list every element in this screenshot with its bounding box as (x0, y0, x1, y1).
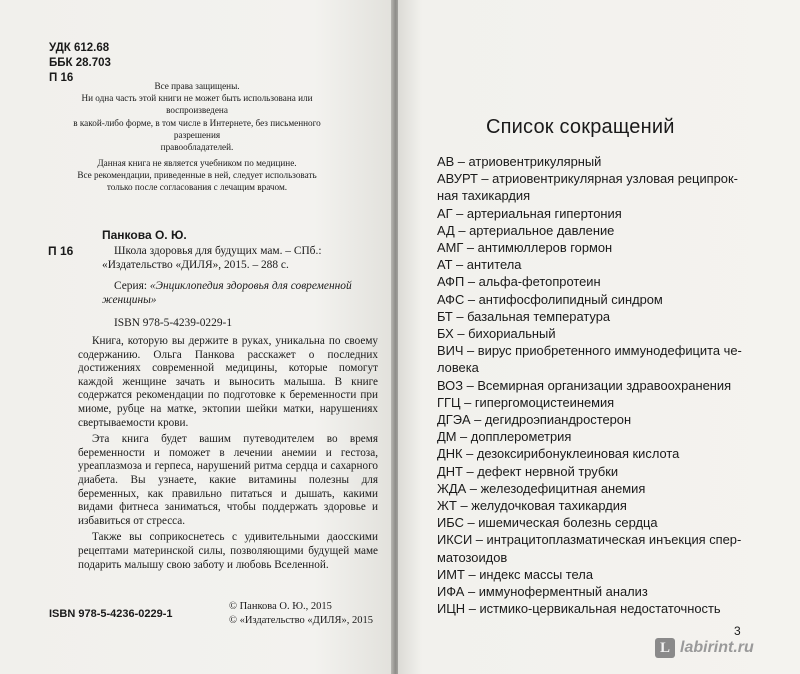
abbreviation-entry: АГ – артериальная гипертония (437, 205, 622, 221)
abbreviation-entry: ЖДА – железодефицитная анемия (437, 480, 646, 496)
series-line-2 (102, 293, 379, 307)
left-page (0, 0, 393, 674)
abbreviation-entry: ГГЦ – гипергомоцистеинемия (437, 394, 615, 410)
copyright-block (229, 600, 373, 628)
watermark-logo (655, 638, 754, 658)
bibliographic-code: П 16 (48, 244, 74, 258)
author-mark: П 16 (49, 72, 74, 84)
abbreviation-entry: ная тахикардия (437, 188, 531, 204)
abbreviation-entry: ИБС – ишемическая болезнь сердца (437, 515, 658, 531)
abbreviations-list (437, 153, 742, 617)
abbreviation-entry: ДГЭА – дегидроэпиандростерон (437, 412, 632, 428)
abbreviation-entry: АТ – антитела (437, 257, 522, 273)
abbreviation-entry: ИФА – иммуноферментный анализ (437, 584, 648, 600)
bibliography-line: Школа здоровья для будущих мам. – СПб.: (114, 245, 322, 257)
abbreviation-entry: АВ – атриовентрикулярный (437, 154, 602, 169)
series-name: «Энциклопедия здоровья для современной (149, 279, 352, 292)
abbreviation-entry: ДНТ – дефект нервной трубки (437, 463, 619, 479)
series-label: Серия: (114, 279, 147, 292)
series-line (102, 279, 379, 293)
abbreviation-entry: БТ – базальная температура (437, 308, 611, 324)
watermark-text: labirint.ru (680, 639, 754, 656)
disclaimer-line: Данная книга не является учебником по медицине. (97, 158, 297, 168)
page-number: 3 (734, 624, 741, 638)
annotation-paragraph: Также вы соприкоснетесь с удивительными даосскими рецептами материнской силы, позволяющими будущей маме подарить малышу свою заботу и любовь Вселенной. (78, 531, 378, 571)
abbreviation-entry: АМГ – антимюллеров гормон (437, 240, 613, 256)
bbk-code: ББК 28.703 (49, 57, 111, 69)
abbreviation-entry: ИКСИ – интрацитоплазматическая инъекция спер- (437, 532, 742, 548)
abbreviation-entry: ВИЧ – вирус приобретенного иммунодефицита че- (437, 343, 742, 359)
isbn-inner: ISBN 978-5-4239-0229-1 (114, 316, 233, 329)
abbreviation-entry: АД – артериальное давление (437, 222, 615, 238)
annotation-paragraph: Эта книга будет вашим путеводителем во время беременности и поможет в лечении анемии и гестоза, уреаплазмоза и герпеса, нарушений ритма сердца и сахарного диабета. Вы узнаете, какие витамины полезны для беременных, как правильно питаться и дышать, какими видами фитнеса заниматься, чтобы поддержать здоровье и избавиться от стресса. (78, 433, 378, 527)
bibliography-line: «Издательство «ДИЛЯ», 2015. – 288 с. (102, 259, 289, 272)
abbreviation-entry: матозоидов (437, 549, 508, 565)
labirint-logo-icon: L (655, 638, 675, 658)
annotation-paragraph: Книга, которую вы держите в руках, уникальна по своему содержанию. Ольга Панкова расскажет о последних достижениях современной медицины, которые помогут каждой женщине зачать и выносить малыша. В книге содержатся рекомендации по подготовке к беременности при миоме, рубце на матке, эктопии шейки матки, нарушениях свертываемости крови. (78, 335, 378, 429)
annotation (78, 335, 378, 575)
series-name-cont: женщины» (102, 294, 157, 307)
bibliographic-record (48, 244, 379, 330)
abbreviations-title: Список сокращений (486, 116, 675, 138)
author-heading (48, 228, 187, 242)
medical-disclaimer (62, 157, 332, 194)
isbn-bottom: ISBN 978-5-4236-0229-1 (49, 608, 173, 620)
abbreviation-entry: ловека (437, 360, 479, 376)
rights-line: Все права защищены. (154, 81, 240, 91)
abbreviation-entry: АФП – альфа-фетопротеин (437, 274, 601, 290)
abbreviation-entry: АФС – антифосфолипидный синдром (437, 291, 663, 307)
rights-line: в какой-либо форме, в том числе в Интернете, без письменного разрешения (73, 117, 321, 140)
udk-code: УДК 612.68 (49, 42, 110, 54)
abbreviation-entry: АВУРТ – атриовентрикулярная узловая реципрок- (437, 171, 738, 187)
disclaimer-line: Все рекомендации, приведенные в ней, следует использовать (77, 170, 317, 181)
abbreviation-entry: ИМТ – индекс массы тела (437, 566, 593, 582)
abbreviation-entry: ВОЗ – Всемирная организации здравоохранения (437, 377, 732, 393)
disclaimer-line: только после согласования с лечащим врачом. (106, 182, 288, 193)
copyright-line: © Панкова О. Ю., 2015 (229, 601, 332, 612)
abbreviation-entry: ДМ – допплерометрия (437, 429, 572, 445)
rights-line: правообладателей. (160, 142, 234, 153)
abbreviation-entry: ИЦН – истмико-цервикальная недостаточность (437, 601, 721, 617)
abbreviation-entry: ЖТ – желудочковая тахикардия (437, 498, 627, 514)
copyright-line: © «Издательство «ДИЛЯ», 2015 (229, 615, 374, 626)
author-name: Панкова О. Ю. (102, 228, 187, 242)
abbreviation-entry: БХ – бихориальный (437, 326, 556, 342)
rights-notice (62, 80, 332, 153)
abbreviation-entry: ДНК – дезоксирибонуклеиновая кислота (437, 446, 680, 462)
rights-line: Ни одна часть этой книги не может быть использована или воспроизведена (81, 93, 313, 116)
